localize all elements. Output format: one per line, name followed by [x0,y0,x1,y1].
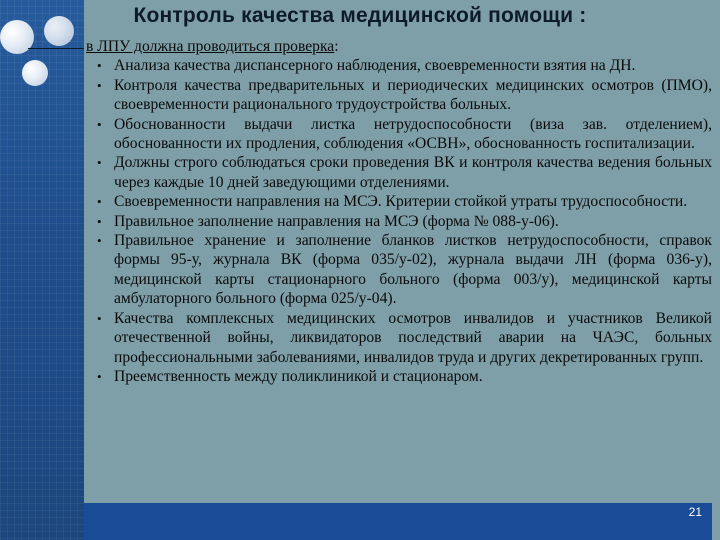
bullet-icon: • [97,310,102,326]
list-item-text: Качества комплексных медицинских осмотров инвалидов и участников Великой отечественной войны, ликвидаторов последствий аварии на ЧАЭС, больных профессиональными заболеваниями, инвалидов труда и других декретированных групп. [114,309,712,366]
decorative-circle [22,60,48,86]
list-item-text: Своевременности направления на МСЭ. Критерии стойкой утраты трудоспособности. [114,193,688,211]
bullet-icon: • [97,155,102,171]
list-item-text: Должны строго соблюдаться сроки проведения ВК и контроля качества ведения больных через каждые 10 дней заведующими отделениями. [114,154,712,191]
bullet-icon: • [97,58,102,74]
slide-title: Контроль качества медицинской помощи : [133,4,587,27]
list-item [84,153,712,192]
lead-line [86,37,712,56]
list-item-text: Контроля качества предварительных и периодических медицинских осмотров (ПМО), своевременности рационального трудоустройства больных. [114,76,712,114]
left-decorative-strip [0,0,84,540]
list-item [84,309,712,367]
list-item [84,76,712,115]
list-item-text: Правильное хранение и заполнение бланков листков нетрудоспособности, справок формы 95-у, журнала ВК (форма 035/у-02), журнала выдачи ЛН (форма 036-у), медицинской карты стационарного больного (форма 003/у), медицинской карты амбулаторного больного (форма 025/у-04). [114,232,712,308]
list-item [84,115,712,154]
lead-colon: : [334,38,339,55]
list-item [84,231,712,309]
bullet-icon: • [97,77,102,93]
bullet-icon: • [97,116,102,132]
list-item-text: Правильное заполнение направления на МСЭ (форма № 088-у-06). [114,212,559,230]
bullet-icon: • [97,233,102,249]
title-rule [28,48,84,49]
list-item-text: Преемственность между поликлиникой и стационаром. [114,367,483,385]
list-item [84,212,712,231]
list-item-text: Обоснованности выдачи листка нетрудоспособности (виза зав. отделением), обоснованности их продления, соблюдения «ОСВН», обоснованность госпитализации. [114,115,712,153]
footer-bar [84,503,712,540]
bullet-icon: • [97,368,102,384]
page-number: 21 [688,505,702,519]
bullet-icon: • [97,213,102,229]
bullet-icon: • [97,194,102,210]
list-item [84,192,712,211]
checklist [84,56,712,386]
slide-body [84,37,712,386]
list-item-text: Анализа качества диспансерного наблюдения, своевременности взятия на ДН. [114,57,636,75]
list-item [84,367,712,386]
list-item [84,56,712,75]
lead-text: в ЛПУ должна проводиться проверка [86,38,335,55]
